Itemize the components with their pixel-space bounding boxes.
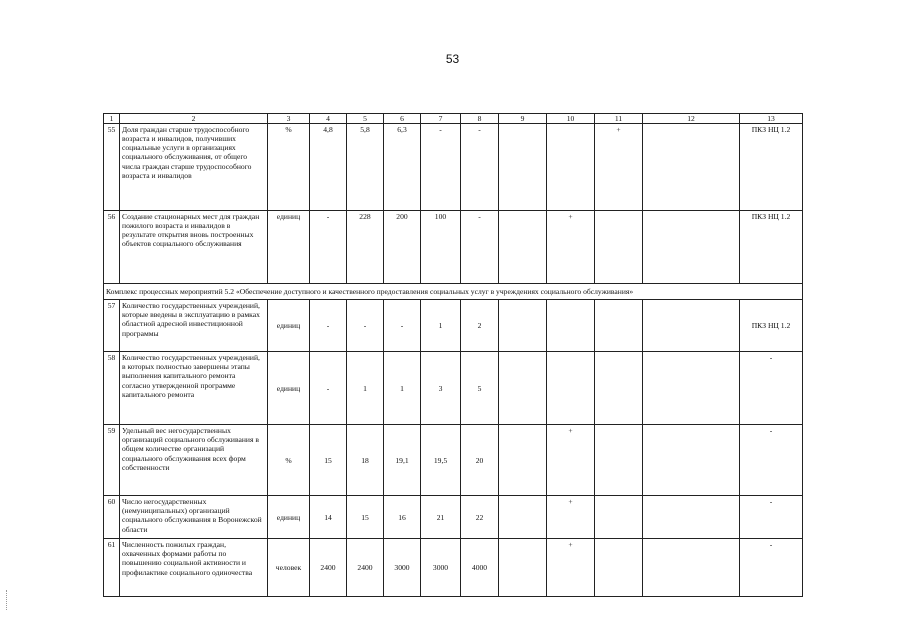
value-cell [643, 425, 740, 496]
value-cell [547, 300, 595, 352]
value-cell [499, 352, 547, 425]
col-header: 9 [499, 114, 547, 124]
value-cell: 20 [461, 425, 499, 496]
value-cell [499, 300, 547, 352]
value-cell: 15 [347, 496, 384, 539]
value-cell: - [347, 300, 384, 352]
value-cell: + [547, 211, 595, 284]
value-cell: - [740, 425, 803, 496]
value-cell [499, 496, 547, 539]
value-cell: 4,8 [310, 124, 347, 211]
value-cell [499, 124, 547, 211]
unit-cell: единиц [268, 496, 310, 539]
value-cell: 21 [421, 496, 461, 539]
value-cell: 1 [421, 300, 461, 352]
value-cell: 3 [421, 352, 461, 425]
indicators-table [103, 113, 803, 597]
value-cell [595, 211, 643, 284]
scan-margin-mark [6, 590, 9, 610]
value-cell: 2400 [310, 539, 347, 597]
table-row [104, 124, 803, 211]
header-row [104, 114, 803, 124]
row-number: 61 [104, 539, 120, 597]
row-number: 55 [104, 124, 120, 211]
table-row [104, 496, 803, 539]
value-cell: - [421, 124, 461, 211]
value-cell: ПКЗ НЦ 1.2 [740, 300, 803, 352]
row-number: 60 [104, 496, 120, 539]
unit-cell: % [268, 124, 310, 211]
value-cell: 2400 [347, 539, 384, 597]
value-cell [643, 211, 740, 284]
col-header: 4 [310, 114, 347, 124]
value-cell: 3000 [421, 539, 461, 597]
value-cell: 18 [347, 425, 384, 496]
unit-cell: единиц [268, 300, 310, 352]
indicators-table-container [103, 113, 802, 597]
value-cell: - [740, 352, 803, 425]
value-cell [595, 300, 643, 352]
value-cell [595, 352, 643, 425]
value-cell [643, 539, 740, 597]
table-row [104, 539, 803, 597]
col-header: 1 [104, 114, 120, 124]
col-header: 10 [547, 114, 595, 124]
value-cell [595, 496, 643, 539]
value-cell: 14 [310, 496, 347, 539]
value-cell: 200 [384, 211, 421, 284]
value-cell: - [384, 300, 421, 352]
value-cell: 19,1 [384, 425, 421, 496]
value-cell: 6,3 [384, 124, 421, 211]
value-cell [643, 496, 740, 539]
value-cell [499, 539, 547, 597]
value-cell [595, 425, 643, 496]
table-row [104, 425, 803, 496]
indicator-name: Количество государственных учреждений, которые введены в эксплуатацию в рамках областной адресной инвестиционной программы [120, 300, 268, 352]
col-header: 5 [347, 114, 384, 124]
value-cell: 3000 [384, 539, 421, 597]
value-cell [643, 300, 740, 352]
value-cell: - [310, 211, 347, 284]
value-cell: + [547, 539, 595, 597]
value-cell: 228 [347, 211, 384, 284]
section-title: Комплекс процессных мероприятий 5.2 «Обеспечение доступного и качественного предоставления социальных услуг в учреждениях социального обслуживания» [104, 284, 803, 300]
value-cell: 1 [347, 352, 384, 425]
value-cell: 4000 [461, 539, 499, 597]
indicator-name: Численность пожилых граждан, охваченных формами работы по повышению социальной активности и профилактике социального одиночества [120, 539, 268, 597]
row-number: 58 [104, 352, 120, 425]
row-number: 59 [104, 425, 120, 496]
indicator-name: Доля граждан старше трудоспособного возраста и инвалидов, получивших социальные услуги в организациях социального обслуживания, от общего числа граждан старше трудоспособного возраста и инвалидов [120, 124, 268, 211]
value-cell [643, 124, 740, 211]
value-cell: ПКЗ НЦ 1.2 [740, 124, 803, 211]
value-cell: + [547, 425, 595, 496]
value-cell: 1 [384, 352, 421, 425]
col-header: 13 [740, 114, 803, 124]
table-row [104, 352, 803, 425]
value-cell: 5,8 [347, 124, 384, 211]
indicator-name: Удельный вес негосударственных организаций социального обслуживания в общем количестве организаций социального обслуживания всех форм собственности [120, 425, 268, 496]
value-cell [595, 539, 643, 597]
unit-cell: единиц [268, 211, 310, 284]
value-cell: ПКЗ НЦ 1.2 [740, 211, 803, 284]
table-row [104, 211, 803, 284]
col-header: 2 [120, 114, 268, 124]
unit-cell: % [268, 425, 310, 496]
unit-cell: единиц [268, 352, 310, 425]
value-cell: - [461, 124, 499, 211]
value-cell: - [310, 300, 347, 352]
value-cell [547, 124, 595, 211]
col-header: 12 [643, 114, 740, 124]
value-cell: 5 [461, 352, 499, 425]
page-number: 53 [445, 52, 460, 66]
value-cell [499, 211, 547, 284]
value-cell: 100 [421, 211, 461, 284]
value-cell: 22 [461, 496, 499, 539]
col-header: 6 [384, 114, 421, 124]
col-header: 11 [595, 114, 643, 124]
value-cell [547, 352, 595, 425]
col-header: 8 [461, 114, 499, 124]
unit-cell: человек [268, 539, 310, 597]
value-cell: 19,5 [421, 425, 461, 496]
value-cell: + [547, 496, 595, 539]
col-header: 7 [421, 114, 461, 124]
row-number: 56 [104, 211, 120, 284]
value-cell: 15 [310, 425, 347, 496]
value-cell: - [310, 352, 347, 425]
col-header: 3 [268, 114, 310, 124]
value-cell: 16 [384, 496, 421, 539]
value-cell: - [740, 539, 803, 597]
indicator-name: Количество государственных учреждений, в которых полностью завершены этапы выполнения капитального ремонта согласно утвержденной программе капитального ремонта [120, 352, 268, 425]
section-row [104, 284, 803, 300]
row-number: 57 [104, 300, 120, 352]
value-cell [643, 352, 740, 425]
indicator-name: Число негосударственных (немуниципальных) организаций социального обслуживания в Воронежской области [120, 496, 268, 539]
table-row [104, 300, 803, 352]
value-cell: 2 [461, 300, 499, 352]
value-cell [499, 425, 547, 496]
value-cell: - [740, 496, 803, 539]
indicator-name: Создание стационарных мест для граждан пожилого возраста и инвалидов в результате открытия вновь построенных объектов социального обслуживания [120, 211, 268, 284]
value-cell: + [595, 124, 643, 211]
value-cell: - [461, 211, 499, 284]
